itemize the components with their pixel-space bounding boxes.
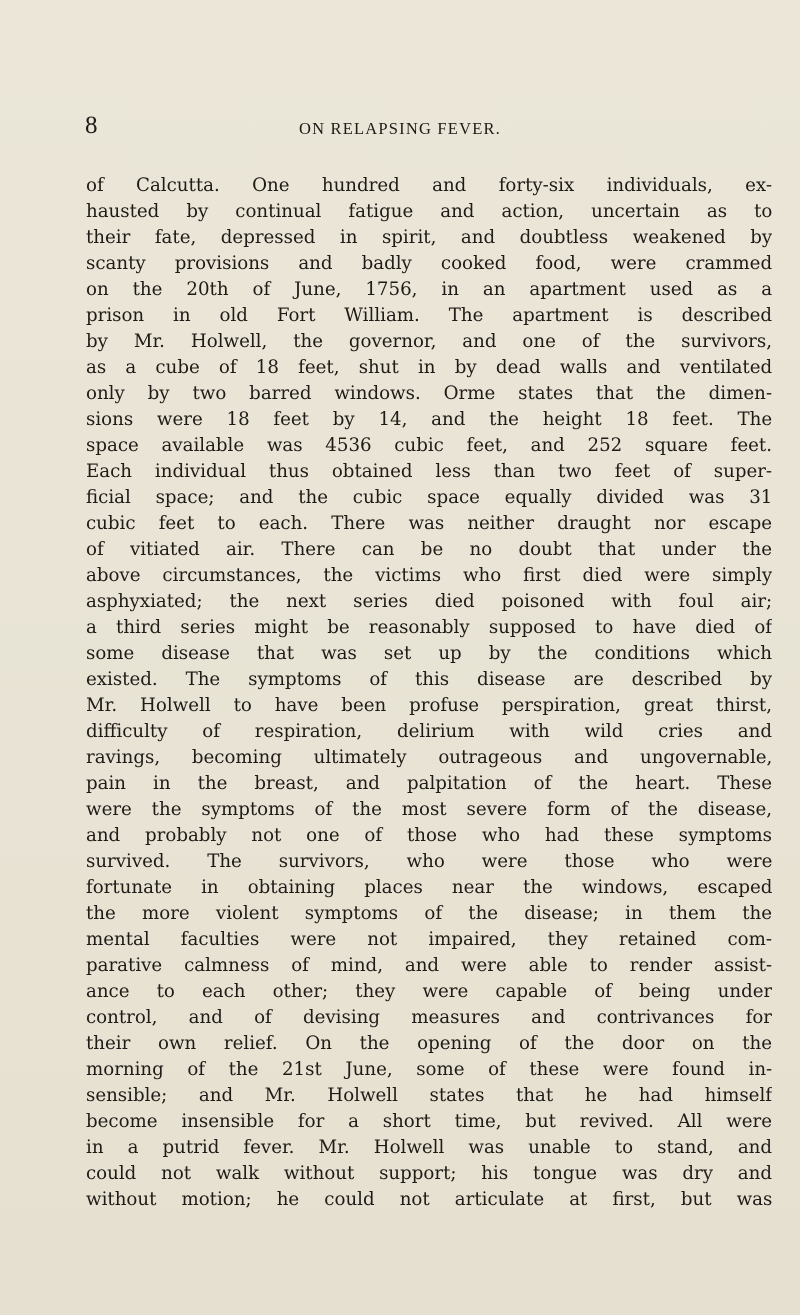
text-line: of vitiated air. There can be no doubt that under the — [86, 539, 772, 560]
text-line: morning of the 21st June, some of these were found in- — [86, 1059, 772, 1080]
text-line: sions were 18 feet by 14, and the height 18 feet. The — [86, 409, 772, 430]
text-line: mental faculties were not impaired, they retained com- — [86, 929, 772, 950]
text-line: on the 20th of June, 1756, in an apartment used as a — [86, 279, 772, 300]
text-line: control, and of devising measures and contrivances for — [86, 1007, 772, 1028]
text-line: only by two barred windows. Orme states that the dimen- — [86, 383, 772, 404]
text-line: fortunate in obtaining places near the windows, escaped — [86, 877, 772, 898]
text-line: pain in the breast, and palpitation of the heart. These — [86, 773, 772, 794]
text-line: become insensible for a short time, but revived. All were — [86, 1111, 772, 1132]
running-head: ON RELAPSING FEVER. — [298, 119, 502, 138]
text-line: as a cube of 18 feet, shut in by dead walls and ventilated — [86, 357, 772, 378]
text-line: sensible; and Mr. Holwell states that he had himself — [86, 1085, 772, 1106]
text-line: prison in old Fort William. The apartment is described — [86, 305, 772, 326]
text-line: and probably not one of those who had these symptoms — [86, 825, 772, 846]
text-line: space available was 4536 cubic feet, and 252 square feet. — [86, 435, 772, 456]
text-line: survived. The survivors, who were those who were — [86, 851, 772, 872]
text-line: asphyxiated; the next series died poisoned with foul air; — [86, 591, 772, 612]
text-line: scanty provisions and badly cooked food, were crammed — [86, 253, 772, 274]
text-line: without motion; he could not articulate at first, but was — [86, 1189, 772, 1210]
text-line: parative calmness of mind, and were able to render assist- — [86, 955, 772, 976]
text-line: their own relief. On the opening of the door on the — [86, 1033, 772, 1054]
text-line: hausted by continual fatigue and action, uncertain as to — [86, 201, 772, 222]
text-line: could not walk without support; his tongue was dry and — [86, 1163, 772, 1184]
page-number: 8 — [85, 112, 98, 139]
text-line: in a putrid fever. Mr. Holwell was unable to stand, and — [86, 1137, 772, 1158]
text-line: their fate, depressed in spirit, and doubtless weakened by — [86, 227, 772, 248]
text-line: ficial space; and the cubic space equally divided was 31 — [86, 487, 772, 508]
text-line: the more violent symptoms of the disease; in them the — [86, 903, 772, 924]
text-line: above circumstances, the victims who first died were simply — [86, 565, 772, 586]
text-line: Each individual thus obtained less than two feet of super- — [86, 461, 772, 482]
text-line: were the symptoms of the most severe form of the disease, — [86, 799, 772, 820]
text-line: Mr. Holwell to have been profuse perspiration, great thirst, — [86, 695, 772, 716]
text-line: cubic feet to each. There was neither draught nor escape — [86, 513, 772, 534]
text-line: ance to each other; they were capable of being under — [86, 981, 772, 1002]
text-line: ravings, becoming ultimately outrageous and ungovernable, — [86, 747, 772, 768]
text-line: some disease that was set up by the conditions which — [86, 643, 772, 664]
text-line: difficulty of respiration, delirium with wild cries and — [86, 721, 772, 742]
text-line: existed. The symptoms of this disease are described by — [86, 669, 772, 690]
text-line: a third series might be reasonably supposed to have died of — [86, 617, 772, 638]
body-text — [86, 173, 772, 1213]
text-line: by Mr. Holwell, the governor, and one of the survivors, — [86, 331, 772, 352]
text-line: of Calcutta. One hundred and forty-six individuals, ex- — [86, 175, 772, 196]
